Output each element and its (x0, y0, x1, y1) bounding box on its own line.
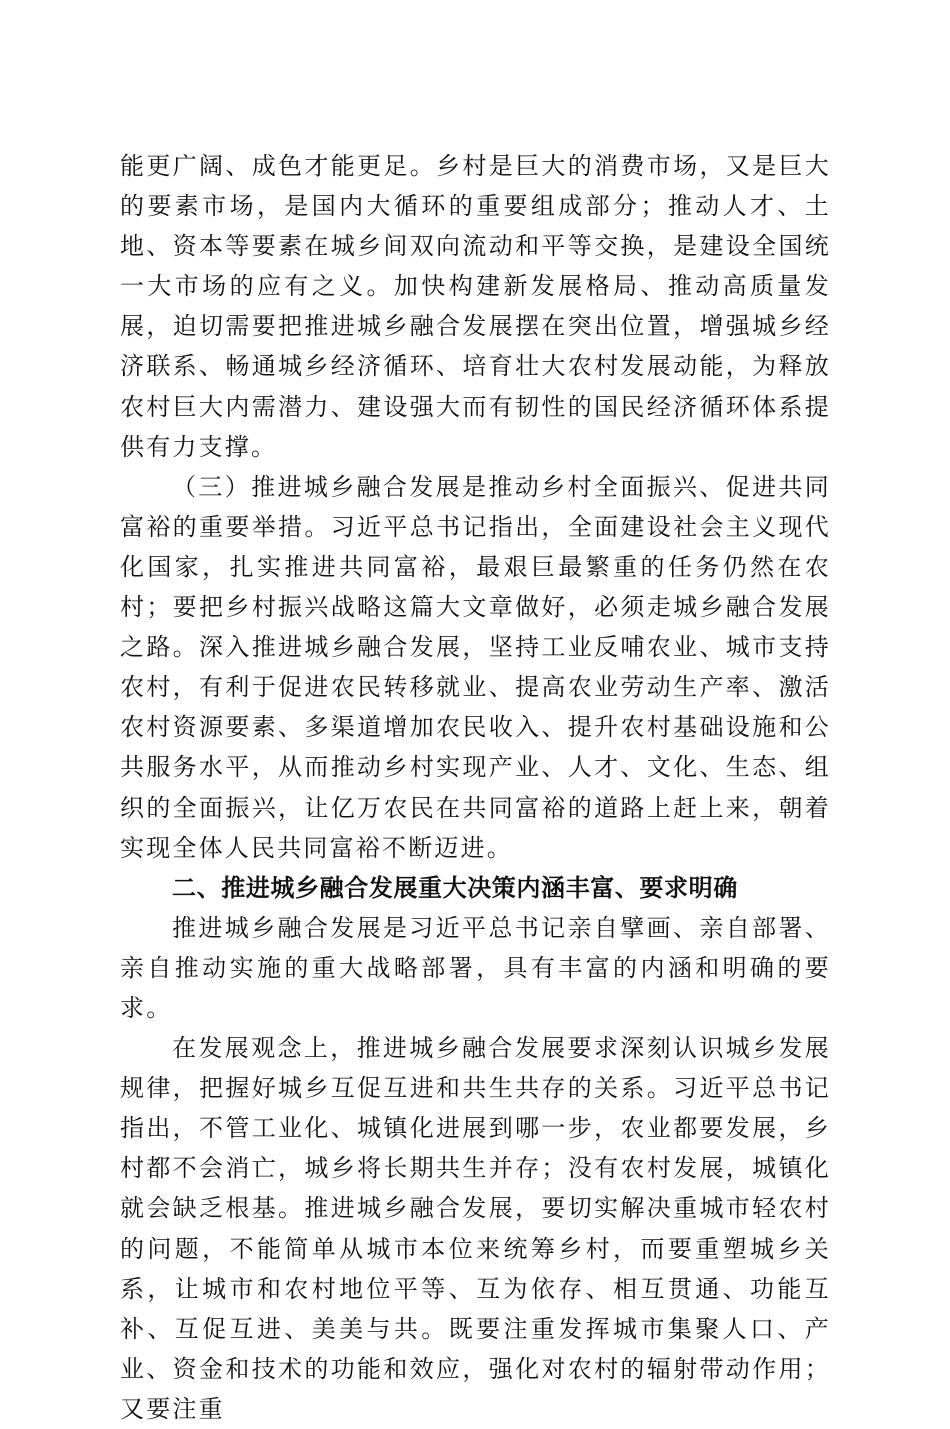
section-heading-two: 二、推进城乡融合发展重大决策内涵丰富、要求明确 (172, 873, 738, 902)
body-text (120, 146, 831, 1429)
paragraph-development-concept: 在发展观念上，推进城乡融合发展要求深刻认识城乡发展规律，把握好城乡互促互进和共生共存的关系。习近平总书记指出，不管工业化、城镇化进展到哪一步，农业都要发展，乡村都不会消亡，城乡将长期共生并存；没有农村发展，城镇化就会缺乏根基。推进城乡融合发展，要切实解决重城市轻农村的问题，不能简单从城市本位来统筹乡村，而要重塑城乡关系，让城市和农村地位平等、互为依存、相互贯通、功能互补、互促互进、美美与共。既要注重发挥城市集聚人口、产业、资金和技术的功能和效应，强化对农村的辐射带动作用；又要注重 (120, 1034, 831, 1423)
paragraph-section-three: （三）推进城乡融合发展是推动乡村全面振兴、促进共同富裕的重要举措。习近平总书记指出，全面建设社会主义现代化国家，扎实推进共同富裕，最艰巨最繁重的任务仍然在农村；要把乡村振兴战略这篇大文章做好，必须走城乡融合发展之路。深入推进城乡融合发展，坚持工业反哺农业、城市支持农村，有利于促进农民转移就业、提高农业劳动生产率、激活农村资源要素、多渠道增加农民收入、提升农村基础设施和公共服务水平，从而推动乡村实现产业、人才、文化、生态、组织的全面振兴，让亿万农民在共同富裕的道路上赶上来，朝着实现全体人民共同富裕不断迈进。 (120, 472, 831, 862)
paragraph-continued: 能更广阔、成色才能更足。乡村是巨大的消费市场，又是巨大的要素市场，是国内大循环的重要组成部分；推动人才、土地、资本等要素在城乡间双向流动和平等交换，是建设全国统一大市场的应有之义。加快构建新发展格局、推动高质量发展，迫切需要把推进城乡融合发展摆在突出位置，增强城乡经济联系、畅通城乡经济循环、培育壮大农村发展动能，为释放农村巨大内需潜力、建设强大而有韧性的国民经济循环体系提供有力支撑。 (120, 152, 831, 461)
paragraph-intro: 推进城乡融合发展是习近平总书记亲自擘画、亲自部署、亲自推动实施的重大战略部署，具有丰富的内涵和明确的要求。 (120, 913, 831, 1022)
